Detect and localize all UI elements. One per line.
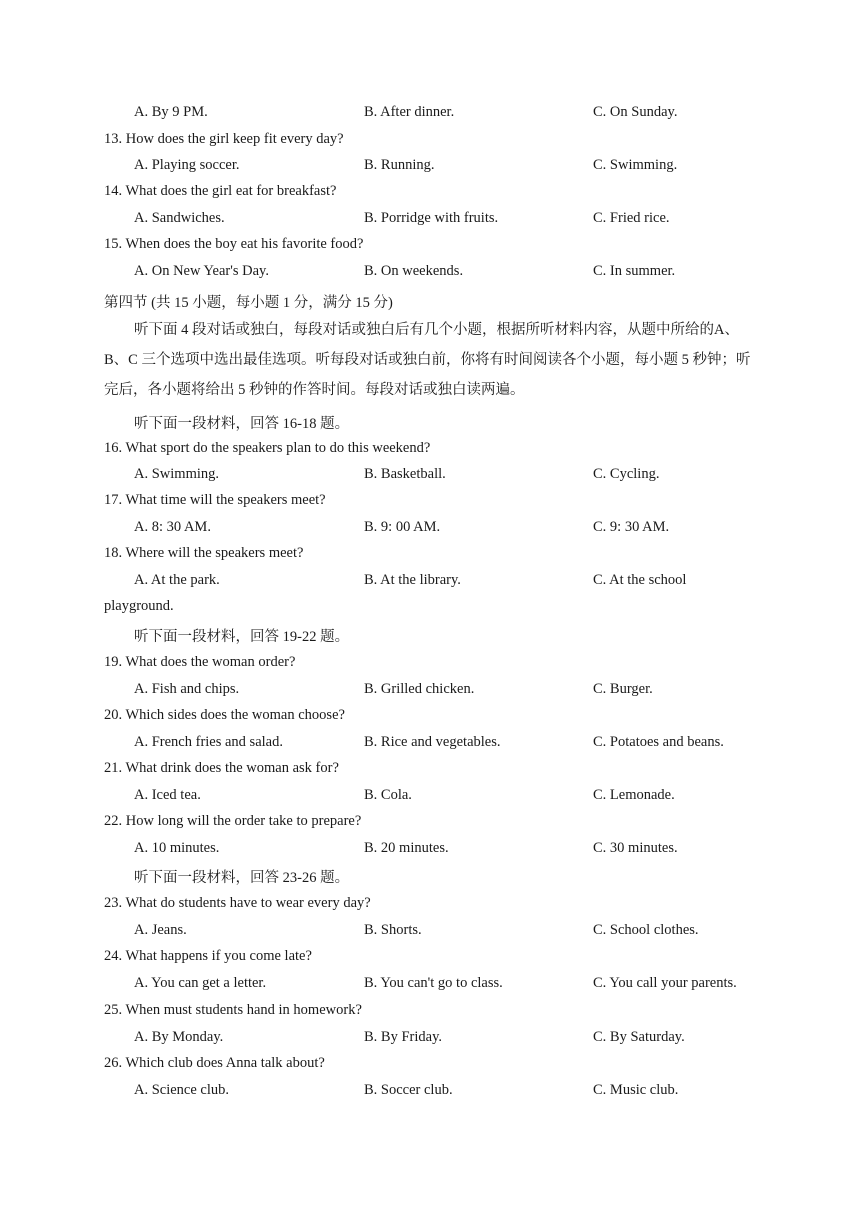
question-22: 22. How long will the order take to prepare?: [104, 813, 362, 829]
option-c: C. Fried rice.: [593, 210, 670, 226]
option-a: A. By Monday.: [134, 1029, 224, 1045]
option-b: B. You can't go to class.: [364, 975, 503, 991]
option-c: C. School clothes.: [593, 922, 699, 938]
option-b: B. Soccer club.: [364, 1082, 453, 1098]
material-prompt: 听下面一段材料，回答 19-22 题。: [134, 629, 350, 645]
option-a: A. Jeans.: [134, 922, 187, 938]
question-23: 23. What do students have to wear every day?: [104, 895, 371, 911]
option-a: A. Swimming.: [134, 466, 219, 482]
question-16: 16. What sport do the speakers plan to do this weekend?: [104, 440, 431, 456]
option-a: A. By 9 PM.: [134, 104, 208, 120]
option-c: C. Burger.: [593, 681, 653, 697]
option-b: B. Shorts.: [364, 922, 422, 938]
section-heading: 第四节 (共 15 小题，每小题 1 分，满分 15 分): [104, 295, 393, 311]
option-b: B. After dinner.: [364, 104, 455, 120]
option-a: A. 8: 30 AM.: [134, 519, 211, 535]
option-b: B. Porridge with fruits.: [364, 210, 499, 226]
option-a: A. Fish and chips.: [134, 681, 240, 697]
option-b: B. At the library.: [364, 572, 461, 588]
question-18: 18. Where will the speakers meet?: [104, 545, 304, 561]
material-prompt: 听下面一段材料，回答 23-26 题。: [134, 870, 350, 886]
option-c: C. Lemonade.: [593, 787, 675, 803]
option-b: B. Rice and vegetables.: [364, 734, 501, 750]
option-c: C. Music club.: [593, 1082, 679, 1098]
option-b: B. 9: 00 AM.: [364, 519, 441, 535]
option-a: A. You can get a letter.: [134, 975, 267, 991]
option-c: C. At the school: [593, 572, 687, 588]
question-13: 13. How does the girl keep fit every day?: [104, 131, 344, 147]
option-c: C. 30 minutes.: [593, 840, 678, 856]
question-15: 15. When does the boy eat his favorite food?: [104, 236, 364, 252]
question-14: 14. What does the girl eat for breakfast?: [104, 183, 337, 199]
option-c: C. Swimming.: [593, 157, 678, 173]
option-c: C. Potatoes and beans.: [593, 734, 724, 750]
option-c: C. Cycling.: [593, 466, 660, 482]
question-19: 19. What does the woman order?: [104, 654, 296, 670]
option-b: B. Cola.: [364, 787, 412, 803]
option-b: B. 20 minutes.: [364, 840, 449, 856]
question-21: 21. What drink does the woman ask for?: [104, 760, 339, 776]
option-c-continuation: playground.: [104, 598, 174, 614]
option-c: C. On Sunday.: [593, 104, 678, 120]
question-24: 24. What happens if you come late?: [104, 948, 312, 964]
question-26: 26. Which club does Anna talk about?: [104, 1055, 325, 1071]
option-b: B. Grilled chicken.: [364, 681, 475, 697]
option-a: A. Iced tea.: [134, 787, 201, 803]
option-a: A. 10 minutes.: [134, 840, 220, 856]
option-a: A. Playing soccer.: [134, 157, 240, 173]
option-b: B. Basketball.: [364, 466, 446, 482]
material-prompt: 听下面一段材料，回答 16-18 题。: [134, 416, 350, 432]
option-a: A. French fries and salad.: [134, 734, 283, 750]
option-b: B. Running.: [364, 157, 435, 173]
option-a: A. On New Year's Day.: [134, 263, 269, 279]
section-instructions: 听下面 4 段对话或独白，每段对话或独白后有几个小题，根据所听材料内容，从题中所给的A、B、C 三个选项中选出最佳选项。听每段对话或独白前，你将有时间阅读各个小题，每小题 5 秒钟；听完后，各小题将给出 5 秒钟的作答时间。每段对话或独白读两遍。: [104, 322, 751, 398]
option-c: C. You call your parents.: [593, 975, 737, 991]
option-c: C. 9: 30 AM.: [593, 519, 670, 535]
option-c: C. In summer.: [593, 263, 676, 279]
option-a: A. At the park.: [134, 572, 220, 588]
option-c: C. By Saturday.: [593, 1029, 685, 1045]
option-b: B. By Friday.: [364, 1029, 443, 1045]
option-b: B. On weekends.: [364, 263, 464, 279]
question-17: 17. What time will the speakers meet?: [104, 492, 326, 508]
option-a: A. Sandwiches.: [134, 210, 225, 226]
option-a: A. Science club.: [134, 1082, 230, 1098]
question-25: 25. When must students hand in homework?: [104, 1002, 362, 1018]
question-20: 20. Which sides does the woman choose?: [104, 707, 345, 723]
